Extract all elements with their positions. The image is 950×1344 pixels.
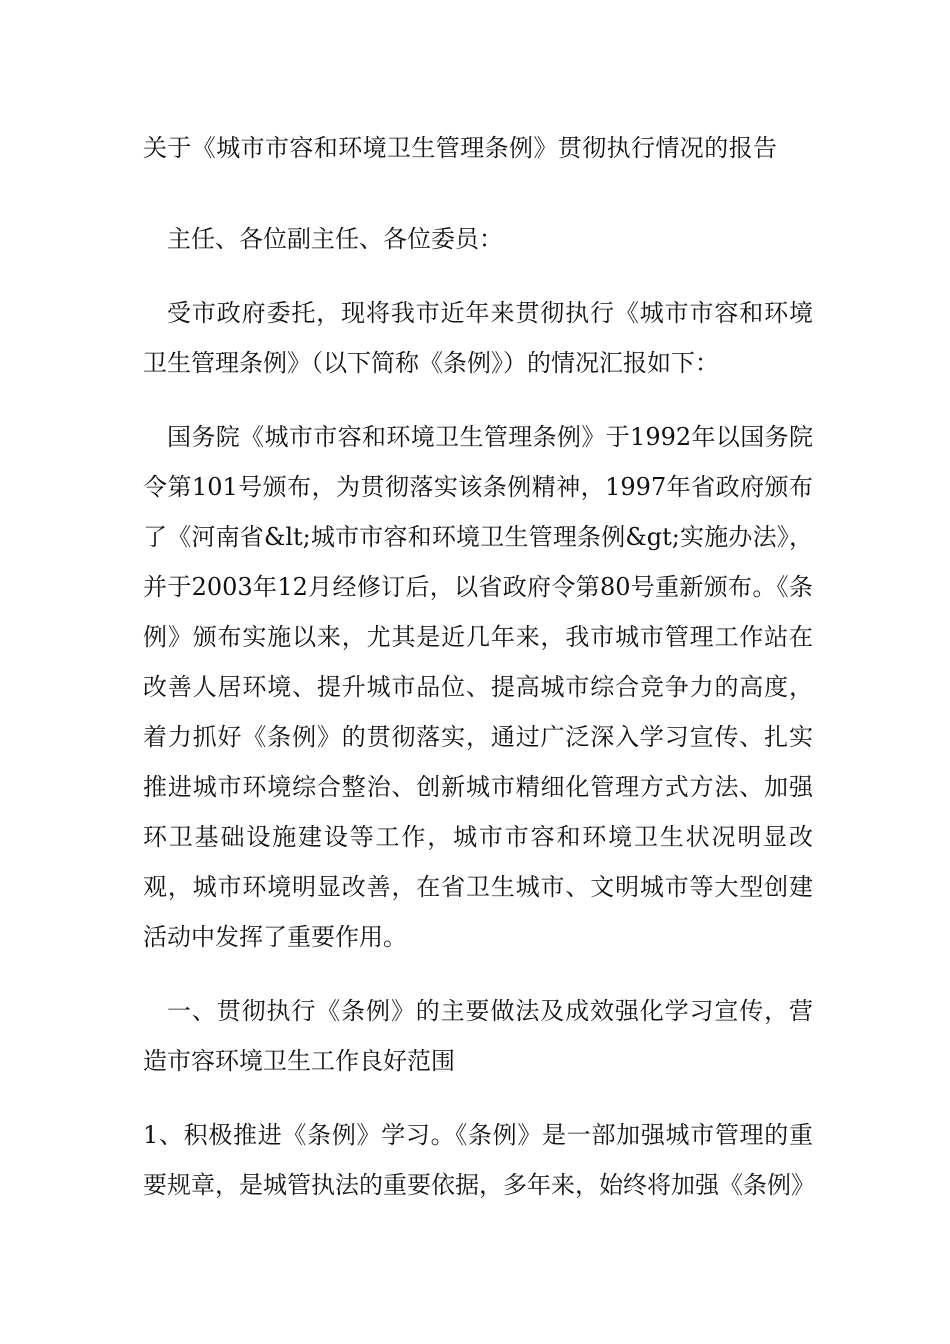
spacer xyxy=(143,388,813,412)
document-page xyxy=(143,118,813,1210)
paragraph-background: 国务院《城市市容和环境卫生管理条例》于1992年以国务院令第101号颁布，为贯彻落实该条例精神，1997年省政府颁布了《河南省&lt;城市市容和环境卫生管理条例&gt;实施办法》，并于2003年12月经修订后，以省政府令第80号重新颁布。《条例》颁布实施以来，尤其是近几年来，我市城市管理工作站在改善人居环境、提升城市品位、提高城市综合竞争力的高度，着力抓好《条例》的贯彻落实，通过广泛深入学习宣传、扎实推进城市环境综合整治、创新城市精细化管理方式方法、加强环卫基础设施建设等工作，城市市容和环境卫生状况明显改观，城市环境明显改善，在省卫生城市、文明城市等大型创建活动中发挥了重要作用。 xyxy=(143,423,813,951)
section-heading-1: 一、贯彻执行《条例》的主要做法及成效强化学习宣传，营造市容环境卫生工作良好范围 xyxy=(143,997,813,1075)
paragraph-intro: 受市政府委托，现将我市近年来贯彻执行《城市市容和环境卫生管理条例》（以下简称《条例》）的情况汇报如下： xyxy=(143,299,813,377)
spacer xyxy=(143,962,813,986)
spacer xyxy=(143,264,813,288)
document-title: 关于《城市市容和环境卫生管理条例》贯彻执行情况的报告 xyxy=(143,134,778,162)
paragraph-item-1: 1、积极推进《条例》学习。《条例》是一部加强城市管理的重要规章，是城管执法的重要依据，多年来，始终将加强《条例》 xyxy=(143,1121,815,1199)
salutation: 主任、各位副主任、各位委员： xyxy=(167,225,503,253)
spacer xyxy=(143,178,813,214)
spacer xyxy=(143,1086,813,1110)
